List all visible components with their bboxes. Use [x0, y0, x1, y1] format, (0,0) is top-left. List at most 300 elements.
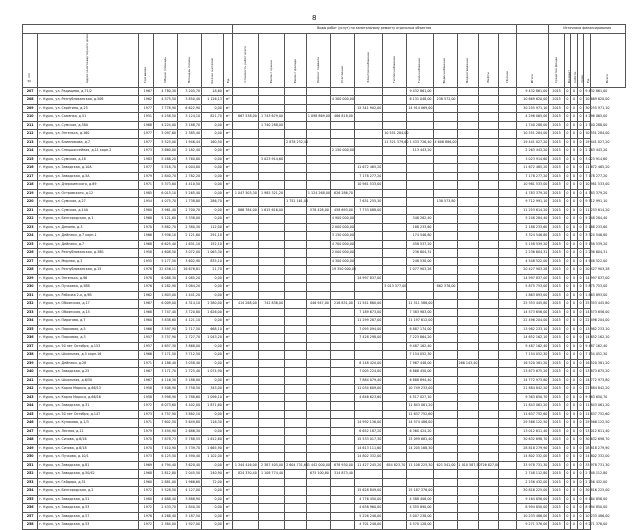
table-cell — [354, 410, 382, 419]
table-cell: г. Курск, ул. Энгельса, д.96 — [38, 274, 138, 283]
table-cell: 4 608,50 — [154, 249, 178, 258]
table-cell: 14 613 111,60 — [354, 444, 382, 453]
table-cell: 212 — [23, 130, 38, 139]
table-cell: 2015 — [549, 130, 564, 139]
table-cell: 1 063,30 — [202, 249, 224, 258]
table-cell — [433, 181, 457, 190]
table-cell: м² — [223, 410, 232, 419]
table-cell: 0 — [564, 121, 571, 130]
table-cell: 4 657,30 — [154, 342, 178, 351]
table-cell — [306, 308, 330, 317]
table-cell: 1980 — [138, 495, 153, 504]
table-cell: 14 652 162,10 — [516, 334, 549, 343]
table-cell: 2 045,50 — [178, 470, 202, 479]
table-cell: г. Курск, ул. Республиканская, д.38Б — [38, 249, 138, 258]
table-cell: 13 873 675,20 — [516, 368, 549, 377]
table-cell — [306, 257, 330, 266]
table-cell — [479, 512, 499, 521]
table-cell: 1972 — [138, 487, 153, 496]
table-cell — [479, 147, 499, 156]
table-cell: 0 — [577, 87, 584, 96]
column-header-label: Лифты — [485, 72, 490, 84]
table-cell: 8 148 420,00 — [354, 359, 382, 368]
table-cell: 4 075,70 — [154, 198, 178, 207]
table-cell — [330, 308, 354, 317]
table-cell — [457, 342, 479, 351]
table-cell — [433, 351, 457, 360]
table-cell: 2 182,40 — [178, 147, 202, 156]
table-cell: 0,00 — [202, 512, 224, 521]
table-cell — [407, 113, 433, 122]
table-cell — [479, 342, 499, 351]
table-cell: 1979 — [138, 427, 153, 436]
table-cell: г. Курск, ул. Заводская, д.10А — [38, 164, 138, 173]
table-cell: 29 566 122,50 — [516, 419, 549, 428]
table-cell — [306, 172, 330, 181]
table-cell: 2015 — [549, 436, 564, 445]
table-cell: 0 — [571, 317, 578, 326]
table-cell — [285, 410, 307, 419]
table-cell — [306, 504, 330, 513]
table-cell: 3 494,90 — [154, 427, 178, 436]
table-row — [23, 172, 626, 181]
table-cell — [285, 87, 307, 96]
table-cell — [457, 385, 479, 394]
table-cell: 4 300 000,00 — [330, 257, 354, 266]
table-cell: 4 355 890,00 — [407, 504, 433, 513]
table-cell: 3 171,70 — [154, 368, 178, 377]
table-cell: 4 783 379,20 — [584, 189, 591, 198]
table-cell: 3 882,70 — [154, 223, 178, 232]
table-cell: 6 015,10 — [154, 189, 178, 198]
table-cell: 222 — [23, 215, 38, 224]
table-row — [23, 504, 626, 513]
table-cell: 0 — [564, 300, 571, 309]
table-cell — [457, 351, 479, 360]
table-cell — [479, 189, 499, 198]
table-cell — [383, 325, 407, 334]
table-cell: 4 700 000,00 — [330, 240, 354, 249]
table-cell — [232, 487, 258, 496]
table-cell: 1 442 000,00 — [306, 461, 330, 470]
table-cell — [232, 385, 258, 394]
table-cell: 10 749 233,00 — [407, 385, 433, 394]
table-cell: 446 947,00 — [306, 300, 330, 309]
table-cell — [499, 189, 517, 198]
table-cell — [499, 223, 517, 232]
table-cell — [479, 130, 499, 139]
table-cell — [433, 410, 457, 419]
table-cell: г. Курск, ул. Рабочая 2-я, д.9В — [38, 291, 138, 300]
table-cell: 15 628 849,00 — [354, 487, 382, 496]
table-cell: 2 881,00 — [154, 478, 178, 487]
table-cell: 0 — [564, 147, 571, 156]
table-cell: 0 — [577, 240, 584, 249]
table-cell: 223 — [23, 223, 38, 232]
table-cell: 30 632 698,70 — [516, 436, 549, 445]
table-cell: 1958 — [138, 393, 153, 402]
table-cell: 14 772 973,80 — [584, 376, 591, 385]
table-cell: 3 124,10 — [178, 113, 202, 122]
table-cell: 4 224,00 — [154, 121, 178, 130]
table-cell: 0 — [564, 393, 571, 402]
table-cell: м² — [223, 504, 232, 513]
table-cell — [285, 240, 307, 249]
table-cell: 3 620,40 — [178, 461, 202, 470]
table-cell: 266 143,40 — [457, 359, 479, 368]
table-cell — [232, 436, 258, 445]
table-cell — [232, 164, 258, 173]
table-cell — [457, 172, 479, 181]
table-cell: м² — [223, 342, 232, 351]
table-cell: 3 188,00 — [178, 376, 202, 385]
table-cell — [285, 334, 307, 343]
table-cell — [306, 130, 330, 139]
table-cell: 4 590,40 — [178, 453, 202, 462]
table-cell — [258, 181, 284, 190]
table-cell — [285, 206, 307, 215]
table-row — [23, 419, 626, 428]
table-row — [23, 470, 626, 479]
header-band-total — [516, 25, 549, 34]
table-cell: 3 205,70 — [178, 87, 202, 96]
table-cell: 11 299 287,00 — [354, 317, 382, 326]
table-cell — [499, 385, 517, 394]
table-cell: 2 748 112,80 — [584, 470, 591, 479]
table-cell — [232, 427, 258, 436]
table-cell: м² — [223, 478, 232, 487]
table-cell: м² — [223, 130, 232, 139]
table-cell: 0 — [564, 87, 571, 96]
table-cell: 236 604,31 — [407, 249, 433, 258]
table-cell: 3 324 546,80 — [516, 232, 549, 241]
table-cell: 72,00 — [202, 478, 224, 487]
table-cell — [285, 393, 307, 402]
table-cell — [232, 521, 258, 530]
table-cell — [232, 198, 258, 207]
table-cell: 2 380,30 — [178, 223, 202, 232]
table-cell: 4 004,80 — [178, 164, 202, 173]
table-cell: 2015 — [549, 419, 564, 428]
table-cell: 0 — [571, 393, 578, 402]
table-cell: 0 — [577, 487, 584, 496]
table-cell: 4 900 000,00 — [330, 215, 354, 224]
table-cell: 10 981 533,00 — [516, 181, 549, 190]
table-cell: 0 — [577, 266, 584, 275]
table-cell — [258, 130, 284, 139]
header-band-row — [23, 25, 626, 34]
table-cell — [383, 300, 407, 309]
table-cell — [258, 274, 284, 283]
table-cell: 0 — [577, 164, 584, 173]
table-cell — [258, 453, 284, 462]
table-cell: 236 — [23, 334, 38, 343]
table-cell: 1966 — [138, 351, 153, 360]
table-cell — [232, 172, 258, 181]
column-header-label: Водоотведение — [465, 58, 470, 84]
table-cell — [306, 121, 330, 130]
table-cell — [306, 249, 330, 258]
table-cell — [433, 317, 457, 326]
table-cell — [306, 291, 330, 300]
table-cell: г. Курск, ул. Островского, д.12 — [38, 189, 138, 198]
table-cell — [433, 308, 457, 317]
table-cell: 3 084,20 — [178, 283, 202, 292]
table-cell — [457, 104, 479, 113]
table-cell: 1955 — [138, 257, 153, 266]
table-row — [23, 181, 626, 190]
table-cell — [330, 172, 354, 181]
table-row — [23, 130, 626, 139]
table-cell: 1976 — [138, 266, 153, 275]
table-cell: 2 812,80 — [154, 470, 178, 479]
column-header-label: Год ввода — [143, 67, 148, 84]
table-cell — [285, 96, 307, 105]
table-cell: 4 701 248,00 — [354, 521, 382, 530]
table-cell — [499, 147, 517, 156]
table-cell: 0 — [577, 274, 584, 283]
table-cell — [479, 266, 499, 275]
table-cell — [258, 376, 284, 385]
table-cell: 11 637 752,60 — [407, 410, 433, 419]
table-cell — [457, 317, 479, 326]
table-cell: 2015 — [549, 164, 564, 173]
table-cell — [499, 368, 517, 377]
table-cell: 0 — [571, 249, 578, 258]
table-cell: 9 271 376,00 — [584, 521, 591, 530]
table-cell: 5 518,70 — [154, 164, 178, 173]
table-cell: 1 752 161,00 — [285, 198, 307, 207]
table-cell: г. Курск, ул. Школьная, д.6/50 — [38, 376, 138, 385]
table-cell: 30 255 971,10 — [516, 104, 549, 113]
table-cell: 1 077 903,28 — [407, 266, 433, 275]
table-cell: м² — [223, 487, 232, 496]
table-cell: 7 602,50 — [154, 419, 178, 428]
table-cell: 0 — [577, 206, 584, 215]
table-cell: 7 884 079,40 — [354, 376, 382, 385]
table-cell: 33 978 731,30 — [516, 461, 549, 470]
table-cell: 0 — [564, 351, 571, 360]
table-cell: 0 — [564, 478, 571, 487]
table-cell: 0 — [571, 368, 578, 377]
table-cell: 246 — [23, 419, 38, 428]
table-cell: 6 360 424,20 — [407, 427, 433, 436]
table-cell: 0,00 — [202, 291, 224, 300]
table-cell: 3 023 914,60 — [258, 155, 284, 164]
table-cell: 0 — [577, 121, 584, 130]
table-cell: 116,30 — [202, 419, 224, 428]
table-cell: 4 282,90 — [154, 283, 178, 292]
table-cell: 1 074,90 — [202, 368, 224, 377]
table-cell: 242 — [23, 385, 38, 394]
table-cell: 0 — [577, 342, 584, 351]
table-cell: 0 — [577, 444, 584, 453]
table-cell: 2015 — [549, 113, 564, 122]
table-cell: 9 712 991,10 — [584, 198, 591, 207]
table-cell: 7 154 052,30 — [584, 351, 591, 360]
column-header — [499, 34, 517, 88]
table-cell: 0 — [564, 385, 571, 394]
table-cell — [354, 87, 382, 96]
table-cell: 232 — [23, 300, 38, 309]
table-cell — [258, 249, 284, 258]
table-cell — [457, 283, 479, 292]
column-header — [306, 34, 330, 88]
table-cell: 7 631 255,30 — [354, 198, 382, 207]
table-row — [23, 121, 626, 130]
table-cell: 207 — [23, 87, 38, 96]
table-cell: 0 — [577, 147, 584, 156]
table-cell: 6 652 187,20 — [354, 427, 382, 436]
table-cell — [354, 291, 382, 300]
table-cell — [479, 325, 499, 334]
table-row — [23, 189, 626, 198]
table-cell: 14 997 837,00 — [354, 274, 382, 283]
table-cell — [258, 291, 284, 300]
table-cell: 1962 — [138, 291, 153, 300]
table-cell: 216 831,00 — [330, 300, 354, 309]
table-cell: 1 743 679,00 — [258, 113, 284, 122]
table-cell — [258, 495, 284, 504]
table-cell: 862 376,00 — [433, 283, 457, 292]
table-cell: 1970 — [138, 444, 153, 453]
table-cell: 0 — [571, 138, 578, 147]
table-cell — [479, 257, 499, 266]
column-header — [178, 34, 202, 88]
table-cell — [383, 104, 407, 113]
table-cell — [258, 308, 284, 317]
table-cell — [499, 283, 517, 292]
table-cell: 10 233 486,00 — [584, 512, 591, 521]
table-cell: 2 788,60 — [178, 393, 202, 402]
table-cell: 0 — [564, 249, 571, 258]
table-cell — [232, 410, 258, 419]
table-cell: 0,00 — [202, 317, 224, 326]
table-cell — [285, 113, 307, 122]
table-cell — [258, 215, 284, 224]
table-cell: 9 487 162,40 — [516, 342, 549, 351]
table-cell: 3 720,80 — [178, 308, 202, 317]
column-header — [38, 34, 138, 88]
table-cell: 4 776 450,00 — [354, 495, 382, 504]
table-cell: 0 — [564, 359, 571, 368]
table-cell: 0 — [571, 257, 578, 266]
table-row — [23, 461, 626, 470]
table-cell: 30 632 698,70 — [584, 436, 591, 445]
table-cell: 21 884 842,20 — [516, 385, 549, 394]
table-cell — [479, 274, 499, 283]
column-header — [590, 34, 625, 88]
table-cell — [457, 206, 479, 215]
table-cell: 7 428 298,00 — [354, 334, 382, 343]
table-cell — [306, 325, 330, 334]
table-row — [23, 266, 626, 275]
table-row — [23, 223, 626, 232]
table-cell: 0 — [577, 189, 584, 198]
table-cell: м² — [223, 223, 232, 232]
table-row — [23, 104, 626, 113]
table-cell: 1 096,10 — [202, 393, 224, 402]
table-cell: 0 — [564, 274, 571, 283]
table-cell: г. Курск, ул. Обоянская, д.15 — [38, 308, 138, 317]
table-cell: 3 150 000,00 — [330, 232, 354, 241]
table-cell: 7 383 983,00 — [407, 308, 433, 317]
column-header-label: Ремонт фасада — [292, 58, 297, 84]
table-cell — [479, 215, 499, 224]
table-cell: 0 — [571, 334, 578, 343]
table-cell — [354, 155, 382, 164]
table-cell — [457, 147, 479, 156]
table-cell: 11 034 609,00 — [354, 385, 382, 394]
table-cell: 0 — [577, 155, 584, 164]
table-cell: 0 — [571, 198, 578, 207]
table-cell: 211 — [23, 121, 38, 130]
table-cell — [258, 325, 284, 334]
column-header — [330, 34, 354, 88]
table-cell — [306, 232, 330, 241]
table-cell: 0 — [564, 342, 571, 351]
table-cell — [383, 155, 407, 164]
table-cell: 6 088,30 — [154, 274, 178, 283]
table-cell: 251 — [23, 461, 38, 470]
table-cell: 10 669 620,00 — [516, 96, 549, 105]
table-cell: 2015 — [549, 300, 564, 309]
table-cell — [232, 249, 258, 258]
table-cell: 824 330,40 — [232, 470, 258, 479]
header-band-sources: Источники финансирования — [549, 25, 626, 34]
table-cell: 835,10 — [202, 257, 224, 266]
table-cell — [232, 376, 258, 385]
table-cell — [330, 342, 354, 351]
table-cell — [354, 121, 382, 130]
table-cell: 2015 — [549, 232, 564, 241]
table-cell — [285, 470, 307, 479]
table-cell: 0 — [577, 368, 584, 377]
table-cell: 0 — [564, 317, 571, 326]
column-header-label: Ед. — [586, 78, 591, 84]
table-cell — [285, 325, 307, 334]
table-cell: 0 — [577, 130, 584, 139]
table-cell — [330, 419, 354, 428]
table-cell — [457, 164, 479, 173]
table-cell — [306, 427, 330, 436]
table-cell: 1971 — [138, 181, 153, 190]
table-cell: 216 — [23, 164, 38, 173]
table-cell — [457, 138, 479, 147]
table-cell: 3 998,90 — [154, 393, 178, 402]
table-cell: м² — [223, 512, 232, 521]
table-cell: 2 000 000,00 — [330, 249, 354, 258]
table-cell: 1 966,60 — [178, 478, 202, 487]
table-cell — [479, 470, 499, 479]
table-cell — [285, 249, 307, 258]
table-cell — [433, 232, 457, 241]
table-cell: г. Курск, ул. Белгородская, д.1 — [38, 215, 138, 224]
table-cell: 4 085,20 — [178, 274, 202, 283]
table-cell: 6 622,90 — [178, 104, 202, 113]
table-cell — [433, 504, 457, 513]
table-cell: 4 186,40 — [154, 359, 178, 368]
table-row — [23, 487, 626, 496]
table-cell — [499, 504, 517, 513]
table-cell: м² — [223, 359, 232, 368]
table-cell: 742 836,00 — [258, 300, 284, 309]
column-header-label: Утепление — [339, 66, 344, 84]
table-cell: 250 — [23, 453, 38, 462]
table-cell: 0 — [571, 300, 578, 309]
table-cell: 1 740 288,00 — [584, 121, 591, 130]
table-cell: 1985 — [138, 189, 153, 198]
